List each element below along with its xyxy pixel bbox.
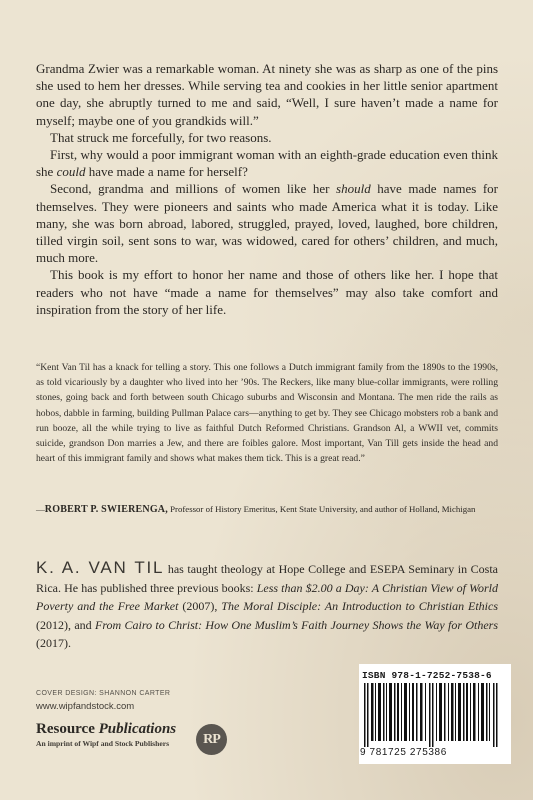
publisher-logo-icon: RP [196, 724, 227, 755]
publisher-imprint: An imprint of Wipf and Stock Publishers [36, 739, 170, 748]
publisher-block [36, 721, 176, 748]
barcode-icon [362, 683, 508, 747]
p4-after: have made names for themselves. They were pioneers and saints who made America what it is today. Like many, she was born abroad, labored, struggled, prayed, loved, laughed, bore children, tilled virgin soil, sent sons to war, was widowed, cared for others’ children, and much, much more. [36, 181, 498, 266]
attribution-dash: — [36, 504, 45, 514]
author-name: K. A. VAN TIL [36, 558, 165, 577]
isbn-label: ISBN 978-1-7252-7538-6 [362, 670, 492, 681]
endorsement-attribution [36, 503, 506, 516]
p3-before: First, why would a poor immigrant woman with an eighth-grade education even think she [36, 147, 498, 180]
book-title-1: Less than $2.00 a Day: A Christian View of World Poverty and the Free Market [36, 580, 498, 614]
publisher-name [36, 721, 176, 738]
endorser-name: ROBERT P. SWIERENGA, [44, 504, 168, 515]
bio-text-2: (2007), [178, 599, 222, 614]
endorsement-quote: “Kent Van Til has a knack for telling a story. This one follows a Dutch immigrant family from the 1890s to the 1990s, as told vicariously by a daughter who lived into her ’90s. The Reckers, like many blue-collar immigrants, were rolling stones, going back and forth between south Chicago suburbs and Wisconsin and Montana. The men ride the rails as hobos, dabble in farming, building Pullman Palace cars—anything to get by. They see Chicago mobsters rob a bank and run booze, all the while trying to live as faithful Dutch Reformed Christians. Grandson Al, a WWII vet, commits suicide, grandson Don marries a Jew, and there are foibles galore. Most important, Van Till gets inside the head and heart of this immigrant family and shows what makes them tick. This is a great read.” [36, 362, 498, 465]
p4-emphasis: should [336, 181, 371, 197]
intro-paragraph-4 [36, 180, 498, 266]
p4-before: Second, grandma and millions of women like her [50, 181, 337, 197]
intro-paragraph-1: Grandma Zwier was a remarkable woman. At ninety she was as sharp as one of the pins she used to hem her dresses. While serving tea and cookies in her little senior apartment one day, she abruptly turned to me and said, “Well, I sure haven’t made a name for myself; maybe one of you grandkids will.” [36, 61, 498, 128]
intro-paragraph-3 [36, 146, 498, 180]
book-title-2: The Moral Disciple: An Introduction to Christian Ethics [221, 599, 498, 614]
publisher-name-bold: Resource [36, 721, 99, 737]
endorser-affiliation: Professor of History Emeritus, Kent State University, and author of Holland, Michigan [167, 504, 476, 514]
bio-text-3: (2012), and [36, 617, 95, 632]
cover-design-credit: COVER DESIGN: SHANNON CARTER [36, 690, 171, 697]
publisher-website: www.wipfandstock.com [36, 701, 135, 712]
bio-text-1: has taught theology at Hope College and ESEPA Seminary in Costa Rica. He has published three previous books: [36, 562, 498, 595]
book-title-3: From Cairo to Christ: How One Muslim’s Faith Journey Shows the Way for Others [94, 617, 499, 632]
p3-emphasis: could [56, 164, 86, 180]
publisher-name-italic: Publications [98, 721, 177, 737]
bio-text-4: (2017). [36, 636, 71, 651]
author-bio [36, 559, 498, 653]
intro-text [36, 60, 498, 318]
isbn-digits: 9 781725 275386 [360, 747, 447, 758]
intro-paragraph-5: This book is my effort to honor her name and those of others like her. I hope that readers who not have “made a name for themselves” may also take comfort and inspiration from the story of her life. [36, 267, 498, 317]
p3-after: have made a name for herself? [85, 164, 248, 180]
intro-paragraph-2: That struck me forcefully, for two reasons. [50, 129, 272, 145]
